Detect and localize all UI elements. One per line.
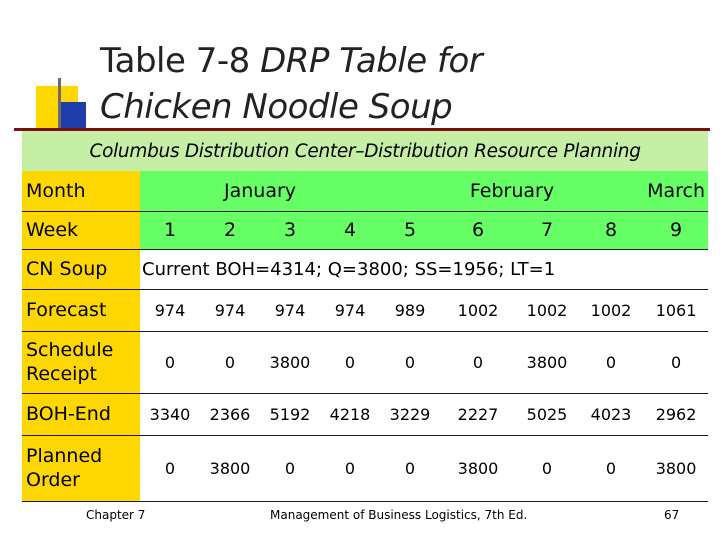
table-cell: 3800: [440, 435, 516, 501]
table-cell: 0: [260, 435, 320, 501]
table-cell: 0: [140, 435, 200, 501]
week-cell: 7: [516, 211, 578, 249]
week-row: [22, 211, 708, 249]
title-number: Table 7-8: [100, 41, 261, 81]
slide-title: [100, 38, 700, 130]
table-cell: 989: [380, 289, 440, 331]
table-row: [22, 289, 708, 331]
table-cell: 0: [200, 331, 260, 393]
week-cell: 3: [260, 211, 320, 249]
table-cell: 974: [320, 289, 380, 331]
row-label-forecast: Forecast: [22, 289, 140, 331]
table-cell: 2227: [440, 393, 516, 435]
week-label: Week: [22, 211, 140, 249]
table-cell: 974: [140, 289, 200, 331]
table-cell: 4023: [578, 393, 644, 435]
table-cell: 1002: [516, 289, 578, 331]
table-cell: 2962: [644, 393, 708, 435]
week-cell: 5: [380, 211, 440, 249]
table-cell: 1002: [578, 289, 644, 331]
product-info: Current BOH=4314; Q=3800; SS=1956; LT=1: [140, 249, 708, 289]
month-label: Month: [22, 171, 140, 211]
table-cell: 5192: [260, 393, 320, 435]
table-cell: 3340: [140, 393, 200, 435]
table-cell: 974: [200, 289, 260, 331]
week-cell: 8: [578, 211, 644, 249]
table-cell: 3229: [380, 393, 440, 435]
product-row: [22, 249, 708, 289]
week-cell: 6: [440, 211, 516, 249]
footer-chapter: Chapter 7: [86, 508, 146, 522]
month-row: [22, 171, 708, 211]
table-cell: 0: [380, 435, 440, 501]
drp-table: [22, 131, 708, 502]
row-label-schedule-receipt: Schedule Receipt: [22, 331, 140, 393]
table-row: [22, 393, 708, 435]
table-banner: Columbus Distribution Center–Distribution Resource Planning: [22, 131, 708, 171]
table-cell: 0: [440, 331, 516, 393]
product-label: CN Soup: [22, 249, 140, 289]
table-cell: 0: [320, 435, 380, 501]
table-cell: 974: [260, 289, 320, 331]
table-cell: 0: [380, 331, 440, 393]
footer-page-number: 67: [664, 508, 680, 522]
row-label-boh-end: BOH-End: [22, 393, 140, 435]
table-cell: 3800: [260, 331, 320, 393]
table-cell: 4218: [320, 393, 380, 435]
week-cell: 9: [644, 211, 708, 249]
month-march: March: [644, 171, 708, 211]
table-cell: 1061: [644, 289, 708, 331]
table-cell: 3800: [516, 331, 578, 393]
month-february: February: [380, 171, 644, 211]
week-cell: 2: [200, 211, 260, 249]
table-cell: 1002: [440, 289, 516, 331]
table-row: [22, 435, 708, 501]
table-cell: 0: [140, 331, 200, 393]
table-cell: 0: [516, 435, 578, 501]
table-cell: 5025: [516, 393, 578, 435]
table-cell: 0: [320, 331, 380, 393]
week-cell: 1: [140, 211, 200, 249]
table-cell: 2366: [200, 393, 260, 435]
table-row: [22, 331, 708, 393]
table-cell: 0: [644, 331, 708, 393]
table-banner-row: [22, 131, 708, 171]
title-italic-part: DRP Table for: [260, 41, 483, 81]
footer-book-title: Management of Business Logistics, 7th Ed.: [270, 508, 528, 522]
table-cell: 0: [578, 331, 644, 393]
table-cell: 3800: [644, 435, 708, 501]
title-line-1: [100, 38, 700, 84]
table-cell: 0: [578, 435, 644, 501]
month-january: January: [140, 171, 380, 211]
table-cell: 3800: [200, 435, 260, 501]
row-label-planned-order: Planned Order: [22, 435, 140, 501]
week-cell: 4: [320, 211, 380, 249]
title-line-2: Chicken Noodle Soup: [100, 87, 453, 127]
